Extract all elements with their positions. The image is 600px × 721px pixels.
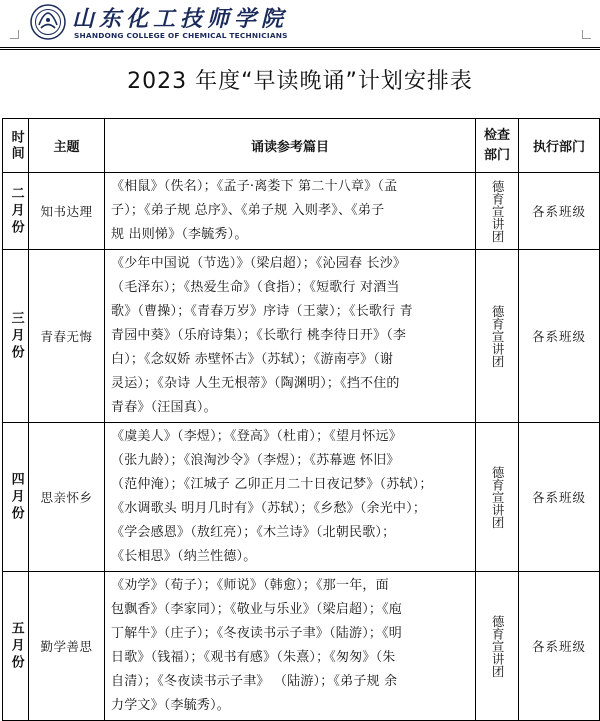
reading-line: 《相鼠》（佚名）；《孟子·离娄下 第二十八章》（孟 <box>111 179 398 194</box>
row-theme: 青春无悔 <box>29 250 105 423</box>
row-readings <box>105 572 476 721</box>
reading-line: 青园中葵》（乐府诗集）；《长歌行 桃李待日开》（李 <box>111 328 407 343</box>
table-row <box>3 173 600 250</box>
table-row <box>3 250 600 423</box>
row-readings <box>105 173 476 250</box>
row-readings <box>105 423 476 572</box>
reading-line: 白）；《念奴娇 赤壁怀古》（苏轼）；《游南亭》（谢 <box>111 352 394 367</box>
row-check-dept: 德育宣讲团 <box>476 250 519 423</box>
corner-mark-right <box>582 30 591 39</box>
row-month: 三月份 <box>3 250 29 423</box>
row-month: 二月份 <box>3 173 29 250</box>
reading-line: （毛泽东）；《热爱生命》（食指）；《短歌行 对酒当 <box>111 280 400 295</box>
row-exec-dept: 各系班级 <box>519 423 600 572</box>
reading-line: 自清）；《冬夜读书示子聿》 （陆游）；《弟子规 余 <box>111 674 398 689</box>
reading-line: 《少年中国说（节选）》（梁启超）；《沁园春 长沙》 <box>111 256 407 271</box>
reading-line: 《水调歌头 明月几时有》（苏轼）；《乡愁》（余光中）； <box>111 501 427 516</box>
col-header-time: 时间 <box>3 119 29 173</box>
reading-line: 日歌》（钱福）；《观书有感》（朱熹）；《匆匆》（朱 <box>111 650 396 665</box>
col-header-exec-dept: 执行部门 <box>519 119 600 173</box>
row-readings <box>105 250 476 423</box>
reading-line: （范仲淹）；《江城子 乙卯正月二十日夜记梦》（苏轼）； <box>111 477 433 492</box>
reading-line: 《劝学》（荀子）；《师说》（韩愈）；《那一年，面 <box>111 578 389 593</box>
row-check-dept: 德育宣讲团 <box>476 423 519 572</box>
row-theme: 知书达理 <box>29 173 105 250</box>
col-header-check-dept: 检查部门 <box>476 119 519 173</box>
schedule-table <box>2 118 600 721</box>
row-theme: 勤学善思 <box>29 572 105 721</box>
table-row <box>3 572 600 721</box>
reading-line: 《学会感恩》（敖红亮）；《木兰诗》（北朝民歌）； <box>111 525 396 540</box>
row-month: 四月份 <box>3 423 29 572</box>
reading-line: 包飘香》（李家同）；《敬业与乐业》（梁启超）；《庖 <box>111 602 403 617</box>
col-header-readings: 诵读参考篇目 <box>105 119 476 173</box>
reading-line: 力学文》（李毓秀）。 <box>111 698 231 713</box>
reading-line: 灵运）；《杂诗 人生无根蒂》（陶渊明）；《挡不住的 <box>111 376 400 391</box>
reading-line: 子）；《弟子规 总序》、《弟子规 入则孝》、《弟子 <box>111 203 385 218</box>
row-month: 五月份 <box>3 572 29 721</box>
table-row <box>3 423 600 572</box>
reading-line: 《虞美人》（李煜）；《登高》（杜甫）；《望月怀远》 <box>111 429 403 444</box>
row-exec-dept: 各系班级 <box>519 173 600 250</box>
school-logo-icon <box>30 4 66 40</box>
page-title: 2023 年度“早读晚诵”计划安排表 <box>127 69 473 94</box>
reading-line: 《长相思》（纳兰性德）。 <box>111 549 257 564</box>
header-rule-secondary <box>0 49 600 50</box>
row-check-dept: 德育宣讲团 <box>476 572 519 721</box>
col-header-theme: 主题 <box>29 119 105 173</box>
school-name-cn: 山东化工技师学院 <box>72 6 289 32</box>
reading-line: 歌》（曹操）；《青春万岁》序诗（王蒙）；《长歌行 青 <box>111 304 413 319</box>
reading-line: 规 出则悌》（李毓秀）。 <box>111 227 248 242</box>
school-name-en: SHANDONG COLLEGE OF CHEMICAL TECHNICIANS <box>74 31 288 40</box>
reading-line: 青春》（汪国真）。 <box>111 400 217 415</box>
row-exec-dept: 各系班级 <box>519 250 600 423</box>
header-rule <box>0 47 600 48</box>
row-theme: 思亲怀乡 <box>29 423 105 572</box>
row-exec-dept: 各系班级 <box>519 572 600 721</box>
row-check-dept: 德育宣讲团 <box>476 173 519 250</box>
page-header <box>0 0 600 50</box>
table-header-row <box>3 119 600 173</box>
corner-mark-left <box>10 30 19 39</box>
reading-line: （张九龄）；《浪淘沙令》（李煜）；《苏幕遮 怀旧》 <box>111 453 400 468</box>
reading-line: 丁解牛》（庄子）；《冬夜读书示子聿》（陆游）；《明 <box>111 626 403 641</box>
